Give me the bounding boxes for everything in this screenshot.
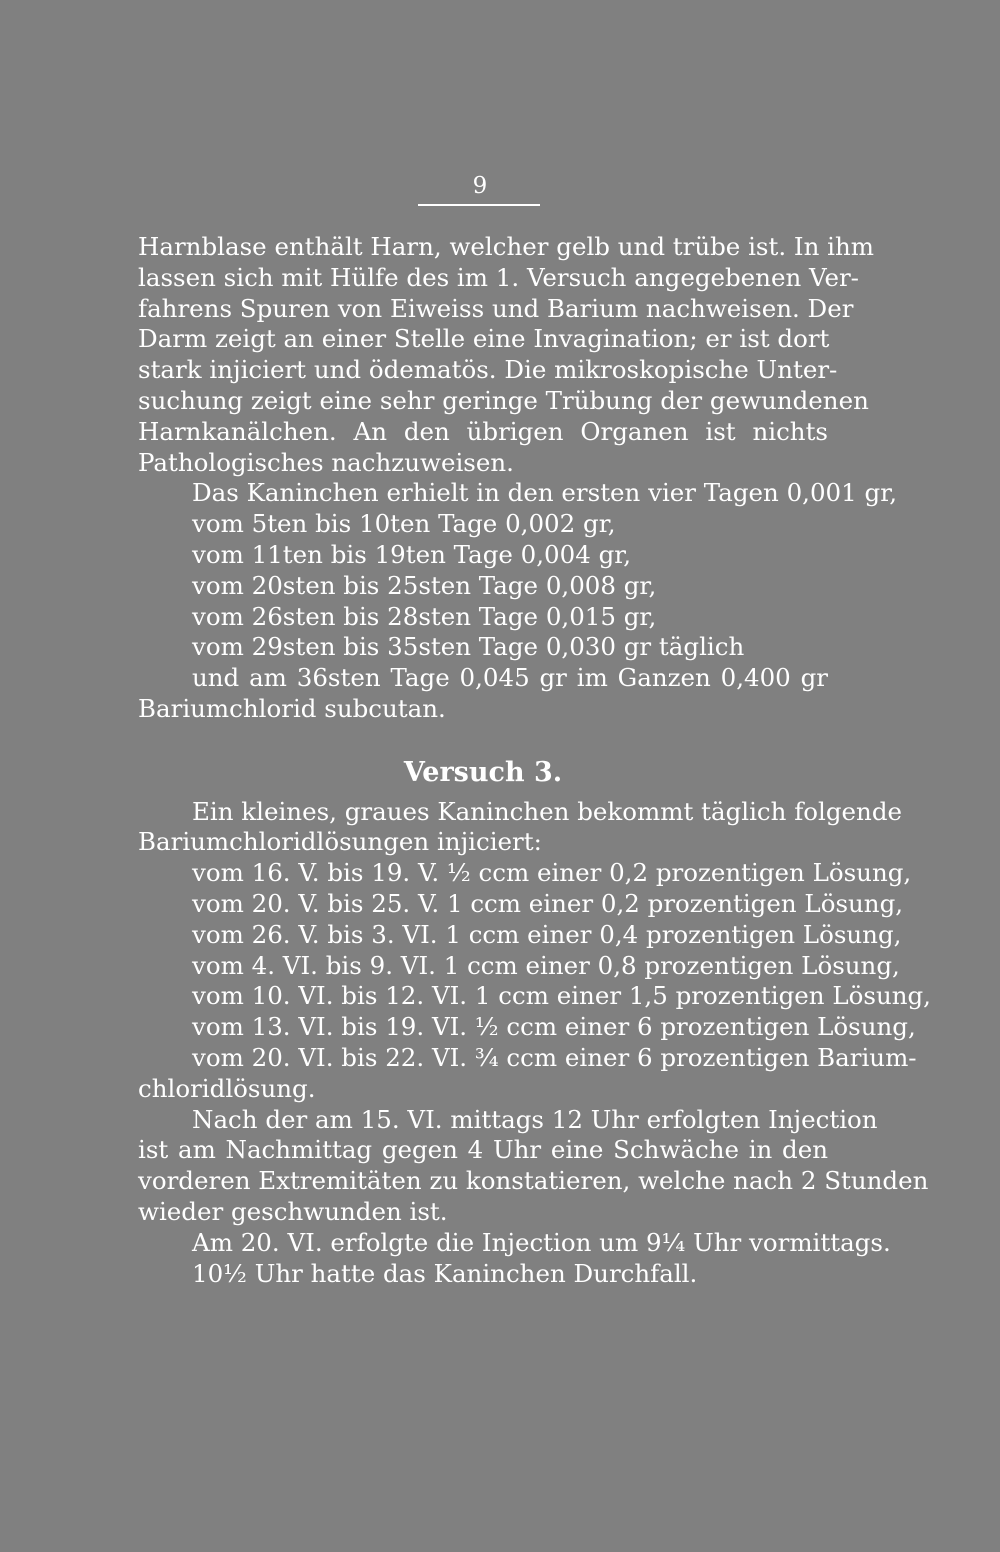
text-line: Nach der am 15. VI. mittags 12 Uhr erfolgten Injection	[192, 1104, 878, 1134]
text-line: stark injiciert und ödematös. Die mikroskopische Unter-	[138, 355, 838, 385]
page-number: 9	[472, 173, 488, 199]
text-line: lassen sich mit Hülfe des im 1. Versuch angegebenen Ver-	[138, 262, 859, 292]
header-rule	[418, 204, 540, 206]
text-line: vorderen Extremitäten zu konstatieren, welche nach 2 Stunden	[138, 1166, 929, 1196]
text-line: vom 4. VI. bis 9. VI. 1 ccm einer 0,8 prozentigen Lösung,	[192, 950, 900, 980]
text-line: Darm zeigt an einer Stelle eine Invagination; er ist dort	[138, 324, 830, 354]
text-line: vom 11ten bis 19ten Tage 0,004 gr,	[192, 539, 632, 569]
text-line: chloridlösung.	[138, 1073, 316, 1103]
text-line: Bariumchloridlösungen injiciert:	[138, 827, 542, 857]
text-line: vom 20. VI. bis 22. VI. ¾ ccm einer 6 prozentigen Barium-	[192, 1042, 917, 1072]
text-line: Ein kleines, graues Kaninchen bekommt täglich folgende	[192, 796, 903, 826]
text-line: vom 13. VI. bis 19. VI. ½ ccm einer 6 prozentigen Lösung,	[192, 1012, 916, 1042]
text-line: vom 10. VI. bis 12. VI. 1 ccm einer 1,5 prozentigen Lösung,	[192, 981, 931, 1011]
text-line: suchung zeigt eine sehr geringe Trübung der gewundenen	[138, 385, 869, 415]
text-line: Harnblase enthält Harn, welcher gelb und trübe ist. In ihm	[138, 232, 875, 261]
text-line: vom 20sten bis 25sten Tage 0,008 gr,	[192, 570, 657, 600]
text-line: Bariumchlorid subcutan.	[138, 693, 446, 723]
text-line: fahrens Spuren von Eiweiss und Barium nachweisen. Der	[138, 293, 854, 323]
text-line: Harnkanälchen. An den übrigen Organen ist nichts	[138, 416, 828, 446]
text-line: vom 5ten bis 10ten Tage 0,002 gr,	[192, 509, 616, 539]
text-line: vom 16. V. bis 19. V. ½ ccm einer 0,2 prozentigen Lösung,	[192, 858, 912, 888]
section-heading: Versuch 3.	[403, 756, 563, 788]
text-line: vom 26sten bis 28sten Tage 0,015 gr,	[192, 601, 657, 631]
text-line: Am 20. VI. erfolgte die Injection um 9¼ Uhr vormittags.	[192, 1227, 891, 1257]
text-line: vom 26. V. bis 3. VI. 1 ccm einer 0,4 prozentigen Lösung,	[192, 919, 902, 949]
text-line: ist am Nachmittag gegen 4 Uhr eine Schwäche in den	[138, 1135, 828, 1165]
text-line: Pathologisches nachzuweisen.	[138, 447, 514, 477]
text-line: wieder geschwunden ist.	[138, 1196, 448, 1226]
text-line: Das Kaninchen erhielt in den ersten vier Tagen 0,001 gr,	[192, 478, 898, 508]
body-text	[138, 232, 931, 1289]
text-line: vom 20. V. bis 25. V. 1 ccm einer 0,2 prozentigen Lösung,	[192, 888, 904, 918]
text-line: und am 36sten Tage 0,045 gr im Ganzen 0,400 gr	[192, 663, 828, 693]
text-line: vom 29sten bis 35sten Tage 0,030 gr täglich	[192, 632, 745, 662]
text-line: 10½ Uhr hatte das Kaninchen Durchfall.	[192, 1258, 698, 1288]
